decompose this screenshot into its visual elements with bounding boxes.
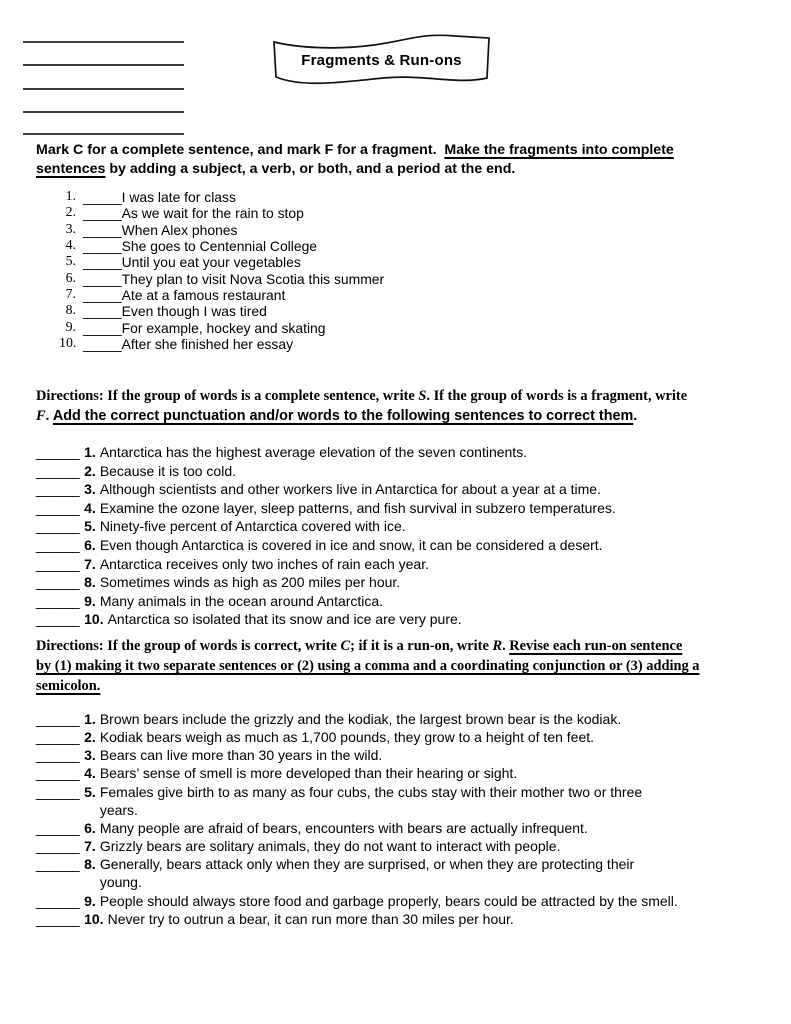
list-item xyxy=(59,205,384,221)
text-run: sentences xyxy=(36,161,106,178)
item-number: 2. xyxy=(84,729,96,746)
paragraph-line xyxy=(36,657,699,677)
list-item xyxy=(59,336,384,352)
answer-blank: _____ xyxy=(83,336,122,353)
list-item xyxy=(59,320,384,336)
paragraph-line xyxy=(36,387,687,407)
item-text-line: Many people are afraid of bears, encounters with bears are actually infrequent. xyxy=(99,819,588,836)
item-text xyxy=(100,443,527,462)
answer-blank: _____ xyxy=(83,319,122,336)
item-number: 7. xyxy=(84,555,96,572)
item-number: 7. xyxy=(84,838,96,855)
item-text xyxy=(100,855,634,891)
paragraph-line xyxy=(36,407,687,427)
list-item xyxy=(36,837,678,855)
section3-list xyxy=(36,710,678,928)
answer-blank: _____ xyxy=(83,221,122,238)
text-run: ; if it is a run-on, write xyxy=(350,638,493,654)
item-text xyxy=(100,819,588,837)
item-number: 3. xyxy=(84,747,96,764)
text-run: by (1) making it two separate sentences or (2) using a comma and a coordinating conjunction or (3) adding a xyxy=(36,657,700,674)
item-text: For example, hockey and skating xyxy=(121,319,326,336)
list-item xyxy=(59,287,384,303)
item-text-line: Many animals in the ocean around Antarctica. xyxy=(99,592,384,609)
item-text xyxy=(100,462,236,481)
item-text xyxy=(100,573,400,592)
answer-blank: ______ xyxy=(36,574,80,591)
text-run: S xyxy=(418,388,427,404)
item-number: 4. xyxy=(84,765,96,782)
list-item xyxy=(36,855,678,891)
item-number: 2. xyxy=(65,205,76,221)
item-number: 3. xyxy=(84,481,96,498)
item-number: 1. xyxy=(65,189,76,204)
text-run: . If the group of words is a fragment, write xyxy=(426,388,688,404)
list-item xyxy=(59,254,384,270)
answer-blank: _____ xyxy=(83,254,122,271)
item-text-line: Antarctica receives only two inches of rain each year. xyxy=(99,555,429,572)
answer-blank: _____ xyxy=(83,238,122,255)
item-text-line: Although scientists and other workers live in Antarctica for about a year at a time. xyxy=(99,481,601,498)
answer-blank: _____ xyxy=(83,303,122,320)
text-run: Directions: If the group of words is a complete sentence, write xyxy=(36,388,419,404)
item-text xyxy=(100,728,594,746)
answer-blank: ______ xyxy=(36,747,80,764)
item-text xyxy=(100,517,406,536)
item-text: As we wait for the rain to stop xyxy=(121,205,304,222)
list-item xyxy=(59,189,384,205)
item-text xyxy=(100,892,678,910)
list-item xyxy=(36,592,616,611)
list-item xyxy=(59,238,384,254)
list-item xyxy=(59,271,384,287)
answer-blank: ______ xyxy=(36,838,80,855)
text-run: Mark C for a complete sentence, and mark F for a fragment. xyxy=(36,142,445,158)
answer-blank: ______ xyxy=(36,592,80,609)
answer-blank: _____ xyxy=(83,287,122,304)
text-run: . xyxy=(633,407,638,424)
item-number: 9. xyxy=(65,319,76,335)
list-item xyxy=(36,443,616,462)
text-run: . xyxy=(45,407,53,424)
answer-blank: ______ xyxy=(36,892,80,909)
list-item xyxy=(36,819,678,837)
text-run: Directions: If the group of words is correct, write xyxy=(36,638,341,654)
answer-blank: ______ xyxy=(36,783,80,800)
item-number: 6. xyxy=(84,819,96,836)
answer-blank: ______ xyxy=(36,536,80,553)
item-text-line: Because it is too cold. xyxy=(99,462,236,479)
item-text: After she finished her essay xyxy=(121,336,294,353)
answer-blank: ______ xyxy=(36,856,80,873)
item-number: 10. xyxy=(84,910,104,927)
list-item xyxy=(36,710,678,728)
text-run: F xyxy=(36,407,46,424)
section3-directions xyxy=(36,637,699,696)
item-text xyxy=(100,746,382,764)
text-run: Add the correct punctuation and/or words to the following sentences to correct them xyxy=(52,407,634,424)
signature-line xyxy=(23,64,184,66)
item-text-line: Bears’ sense of smell is more developed than their hearing or sight. xyxy=(99,765,518,782)
item-number: 3. xyxy=(65,221,76,237)
item-text: Even though I was tired xyxy=(121,303,267,320)
list-item xyxy=(36,555,616,574)
list-item xyxy=(36,728,678,746)
item-number: 8. xyxy=(65,303,76,319)
list-item xyxy=(36,499,616,518)
answer-blank: _____ xyxy=(83,189,122,205)
answer-blank: ______ xyxy=(36,611,80,628)
signature-line xyxy=(23,133,184,135)
item-text-line: People should always store food and garbage properly, bears could be attracted by the smell. xyxy=(99,892,678,909)
signature-line xyxy=(23,88,184,90)
item-text-line: Even though Antarctica is covered in ice and snow, it can be considered a desert. xyxy=(99,536,603,553)
item-number: 4. xyxy=(65,238,76,254)
item-text xyxy=(100,710,621,728)
signature-line xyxy=(23,111,184,113)
answer-blank: ______ xyxy=(36,444,80,460)
paragraph-line xyxy=(36,677,699,697)
item-text-line: Never try to outrun a bear, it can run more than 30 miles per hour. xyxy=(107,910,514,927)
item-text-line: Kodiak bears weigh as much as 1,700 pounds, they grow to a height of ten feet. xyxy=(99,729,595,746)
answer-blank: ______ xyxy=(36,765,80,782)
list-item xyxy=(36,746,678,764)
answer-blank: ______ xyxy=(36,910,80,927)
answer-blank: ______ xyxy=(36,819,80,836)
item-text-line: Brown bears include the grizzly and the kodiak, the largest brown bear is the kodiak. xyxy=(99,711,622,727)
list-item xyxy=(36,910,678,928)
item-text xyxy=(100,764,517,782)
item-number: 8. xyxy=(84,574,96,591)
answer-blank: ______ xyxy=(36,481,80,498)
section2-list xyxy=(36,443,616,629)
list-item xyxy=(59,303,384,319)
title-banner xyxy=(271,33,492,87)
text-run: . xyxy=(502,638,510,654)
item-text: She goes to Centennial College xyxy=(121,238,318,255)
list-item xyxy=(36,573,616,592)
item-number: 8. xyxy=(84,856,96,873)
answer-blank: ______ xyxy=(36,729,80,746)
item-number: 9. xyxy=(84,592,96,609)
page-title: Fragments & Run-ons xyxy=(301,51,462,69)
item-text xyxy=(108,610,462,629)
item-number: 5. xyxy=(84,518,96,535)
answer-blank: ______ xyxy=(36,462,80,479)
item-text-line: Females give birth to as many as four cubs, the cubs stay with their mother two or three xyxy=(99,783,643,800)
text-run: Make the fragments into complete xyxy=(444,142,674,158)
answer-blank: _____ xyxy=(83,205,122,222)
item-text: Ate at a famous restaurant xyxy=(121,287,286,304)
item-number: 9. xyxy=(84,892,96,909)
list-item xyxy=(36,610,616,629)
answer-blank: _____ xyxy=(83,270,122,287)
item-text-line: Ninety-five percent of Antarctica covered with ice. xyxy=(99,518,406,535)
item-text-line: Sometimes winds as high as 200 miles per hour. xyxy=(99,574,401,591)
item-text xyxy=(100,837,561,855)
answer-blank: ______ xyxy=(36,711,80,727)
item-text xyxy=(100,783,642,819)
item-text xyxy=(100,592,383,611)
list-item xyxy=(36,764,678,782)
item-number: 10. xyxy=(59,336,77,352)
item-text xyxy=(108,910,514,928)
item-text-line: Examine the ozone layer, sleep patterns, and fish survival in subzero temperatures. xyxy=(99,499,616,516)
item-text-line: Grizzly bears are solitary animals, they do not want to interact with people. xyxy=(99,838,561,855)
item-text: They plan to visit Nova Scotia this summer xyxy=(121,270,385,287)
item-text-line: years. xyxy=(99,801,138,818)
item-number: 2. xyxy=(84,462,96,479)
section1-instructions xyxy=(36,141,674,180)
section1-list xyxy=(59,189,384,352)
text-run: R xyxy=(492,638,503,654)
text-run: by adding a subject, a verb, or both, and a period at the end. xyxy=(105,161,516,178)
list-item xyxy=(36,517,616,536)
text-run: C xyxy=(340,638,351,654)
item-text-line: Generally, bears attack only when they are surprised, or when they are protecting their xyxy=(99,856,635,873)
item-text: When Alex phones xyxy=(121,221,238,238)
item-number: 5. xyxy=(65,254,76,270)
item-number: 5. xyxy=(84,783,96,800)
item-number: 7. xyxy=(65,287,76,303)
item-number: 6. xyxy=(65,270,76,286)
item-text xyxy=(100,480,601,499)
item-number: 10. xyxy=(84,611,104,628)
text-run: Revise each run-on sentence xyxy=(509,638,683,654)
list-item xyxy=(36,892,678,910)
answer-blank: ______ xyxy=(36,518,80,535)
list-item xyxy=(36,462,616,481)
paragraph-line xyxy=(36,141,674,160)
item-text-line: Antarctica has the highest average elevation of the seven continents. xyxy=(99,444,528,460)
item-text: I was late for class xyxy=(121,189,236,205)
item-number: 6. xyxy=(84,536,96,553)
answer-blank: ______ xyxy=(36,499,80,516)
signature-line xyxy=(23,41,184,43)
item-text xyxy=(100,536,603,555)
item-text xyxy=(100,499,616,518)
text-run: semicolon. xyxy=(36,677,101,694)
paragraph-line xyxy=(36,160,674,179)
item-number: 1. xyxy=(84,444,96,460)
paragraph-line xyxy=(36,637,699,657)
item-text-line: Bears can live more than 30 years in the wild. xyxy=(99,747,383,764)
item-number: 1. xyxy=(84,711,96,727)
answer-blank: ______ xyxy=(36,555,80,572)
item-number: 4. xyxy=(84,499,96,516)
section2-directions xyxy=(36,387,687,427)
list-item xyxy=(59,222,384,238)
item-text-line: young. xyxy=(99,874,142,891)
list-item xyxy=(36,536,616,555)
list-item xyxy=(36,480,616,499)
item-text xyxy=(100,555,429,574)
list-item xyxy=(36,783,678,819)
item-text-line: Antarctica so isolated that its snow and ice are very pure. xyxy=(107,611,462,628)
item-text: Until you eat your vegetables xyxy=(121,254,301,271)
